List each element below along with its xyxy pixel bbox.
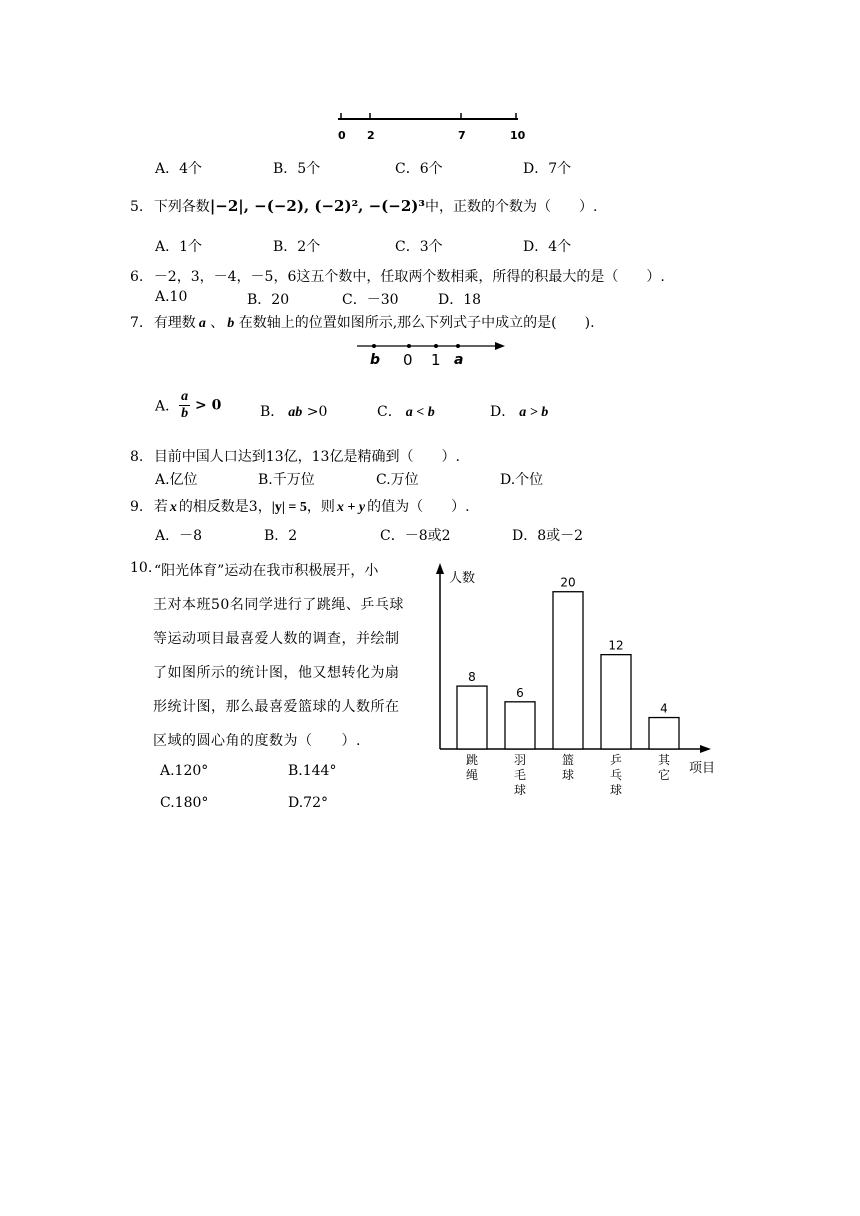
q7-option-b: B． ab >0: [260, 404, 328, 420]
number-line-q7: [355, 336, 510, 370]
q10-line: 王对本班50名同学进行了跳绳、乒乓球: [153, 597, 404, 613]
category-label: 乒: [609, 753, 623, 767]
q6-option-c: C．－30: [342, 292, 399, 308]
q9-option-a: A．－8: [155, 528, 203, 544]
q8-number: 8.: [130, 449, 144, 465]
tick-label: 0: [338, 129, 346, 142]
q7-stem: [130, 312, 595, 332]
category-label: 球: [561, 768, 575, 782]
axis-label-1: 1: [431, 351, 441, 369]
bar: [457, 686, 487, 749]
q6-option-d: D．18: [438, 292, 482, 308]
axis-label-0: 0: [403, 351, 413, 369]
q10-line: 了如图所示的统计图，他又想转化为扇: [153, 665, 400, 681]
category-label: 球: [513, 783, 527, 797]
q7-var-a: a: [198, 316, 206, 331]
q9-number: 9.: [130, 499, 144, 515]
x-axis-arrow: [700, 745, 711, 753]
q6-text: －2，3，－4，－5，6这五个数中，任取两个数相乘，所得的积最大的是（ ）.: [153, 269, 665, 285]
q10-option-c: C.180°: [160, 795, 209, 811]
q8-option-b: B.千万位: [258, 472, 315, 488]
q5-number: 5.: [130, 199, 144, 215]
q8-option-d: D.个位: [500, 472, 544, 488]
category-label: 乓: [609, 768, 623, 782]
q7-sep: 、: [205, 315, 225, 331]
q9-option-d: D．8或－2: [512, 528, 584, 544]
category-label: 篮: [561, 753, 575, 767]
q8-option-c: C.万位: [376, 472, 419, 488]
q7-number: 7.: [130, 315, 144, 331]
data-label: 20: [560, 575, 576, 590]
tick-label: 2: [367, 129, 375, 142]
q10-line: 区域的圆心角的度数为（ ）.: [153, 733, 361, 749]
q10-number: 10.: [130, 560, 153, 576]
q5-option-a: A．1个: [155, 239, 203, 255]
q9-abs-expr: |y| = 5: [271, 500, 307, 515]
q6-option-b: B．20: [247, 292, 290, 308]
q10-line: 等运动项目最喜爱人数的调查，并绘制: [153, 631, 400, 647]
q4-option-d: D．7个: [523, 161, 572, 177]
category-label: 羽: [513, 753, 527, 767]
category-label: 它: [657, 768, 671, 782]
bar: [553, 592, 583, 749]
category-label: 绳: [465, 768, 479, 782]
q9-option-c: C．－8或2: [380, 528, 451, 544]
q7-option-d: D． a > b: [490, 404, 549, 420]
q7-option-a: A． $\frac{a}{b}$ > 0: [155, 389, 222, 421]
x-axis-label: 项目: [689, 761, 716, 776]
bar: [601, 655, 631, 749]
q5-suffix: 中，正数的个数为（ ）.: [424, 199, 598, 215]
category-label: 毛: [513, 768, 527, 782]
q10-line: “阳光体育”运动在我市积极展开，小: [154, 563, 379, 579]
q8-stem: [130, 446, 460, 466]
fraction: $\frac{a}{b}$: [181, 389, 189, 421]
y-axis-label: 人数: [449, 571, 476, 586]
q5-expression: |−2|, −(−2), (−2)², −(−2)³: [209, 197, 425, 215]
q10-option-b: B.144°: [288, 763, 337, 779]
q5-prefix: 下列各数: [153, 199, 210, 215]
tick-label: 7: [458, 129, 466, 142]
data-label: 12: [608, 638, 624, 653]
q9-option-b: B．2: [264, 528, 298, 544]
number-line-top: [330, 104, 530, 144]
q7-text-a: 有理数: [153, 315, 196, 331]
bar-chart: [425, 560, 725, 810]
axis-label-a: a: [454, 352, 464, 368]
q10-line: 形统计图，那么最喜爱篮球的人数所在: [153, 699, 400, 715]
tick-label: 10: [510, 129, 526, 142]
bar: [649, 718, 679, 749]
bar: [505, 702, 535, 749]
q4-option-a: A．4个: [155, 161, 203, 177]
data-label: 6: [516, 685, 524, 700]
category-label: 跳: [465, 753, 479, 767]
q4-option-c: C．6个: [395, 161, 443, 177]
q8-option-a: A.亿位: [155, 472, 198, 488]
q9-stem: 9. 若 x 的相反数是3，|y| = 5，则 x + y 的值为（ ）.: [130, 499, 470, 515]
category-label: 其: [657, 753, 671, 767]
q10-option-a: A.120°: [160, 763, 209, 779]
q8-text: 目前中国人口达到13亿，13亿是精确到（ ）.: [153, 449, 460, 465]
q4-option-b: B．5个: [273, 161, 321, 177]
y-axis-arrow: [436, 563, 444, 574]
category-label: 球: [609, 783, 623, 797]
q7-option-c: C． a < b: [377, 404, 435, 420]
q6-number: 6.: [130, 269, 144, 285]
q7-text-rest: 在数轴上的位置如图所示,那么下列式子中成立的是( ).: [234, 315, 595, 331]
q6-option-a: A.10: [155, 289, 188, 305]
q6-stem: [130, 266, 665, 286]
q5-stem: [130, 196, 597, 216]
q5-option-c: C．3个: [395, 239, 443, 255]
axis-label-b: b: [370, 352, 381, 368]
q10-option-d: D.72°: [288, 795, 328, 811]
q5-option-b: B．2个: [273, 239, 321, 255]
q7-var-b: b: [227, 316, 235, 331]
data-label: 4: [660, 701, 668, 716]
data-label: 8: [468, 670, 476, 685]
q5-option-d: D．4个: [523, 239, 572, 255]
